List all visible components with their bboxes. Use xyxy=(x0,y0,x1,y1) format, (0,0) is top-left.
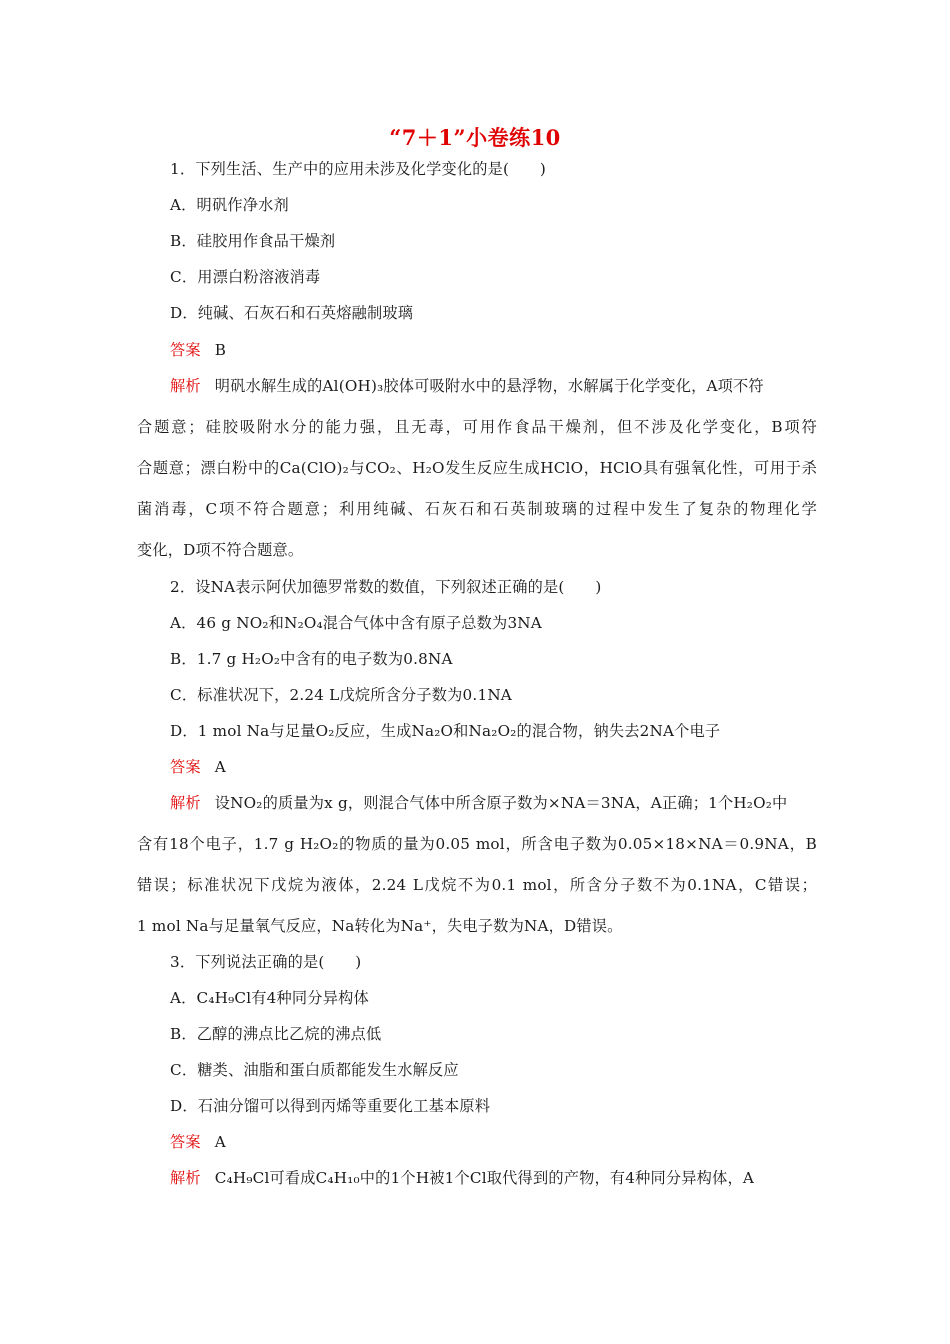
answer-label: 答案 xyxy=(170,1133,201,1151)
q1-analysis-line-2: 合题意；硅胶吸附水分的能力强，且无毒，可用作食品干燥剂，但不涉及化学变化，B项符 xyxy=(137,418,817,436)
q1-stem: 1．下列生活、生产中的应用未涉及化学变化的是( ) xyxy=(170,160,547,178)
q2-option-b: B．1.7 g H₂O₂中含有的电子数为0.8NA xyxy=(170,650,453,668)
q1-option-a: A．明矾作净水剂 xyxy=(170,196,289,214)
q3-option-d: D．石油分馏可以得到丙烯等重要化工基本原料 xyxy=(170,1097,491,1115)
q1-option-b: B．硅胶用作食品干燥剂 xyxy=(170,232,336,250)
answer-value: A xyxy=(214,1133,226,1151)
q3-answer xyxy=(170,1131,226,1152)
q2-answer xyxy=(170,756,226,777)
analysis-label: 解析 xyxy=(170,1169,201,1187)
q2-option-d: D．1 mol Na与足量O₂反应，生成Na₂O和Na₂O₂的混合物，钠失去2NA个电子 xyxy=(170,722,721,740)
analysis-label: 解析 xyxy=(170,377,201,395)
q1-option-d: D．纯碱、石灰石和石英熔融制玻璃 xyxy=(170,304,414,322)
q3-stem: 3．下列说法正确的是( ) xyxy=(170,953,362,971)
analysis-label: 解析 xyxy=(170,794,201,812)
q2-analysis-line-4: 1 mol Na与足量氧气反应，Na转化为Na⁺，失电子数为NA，D错误。 xyxy=(137,917,623,935)
q2-option-a: A．46 g NO₂和N₂O₄混合气体中含有原子总数为3NA xyxy=(170,614,542,632)
q2-option-c: C．标准状况下，2.24 L戊烷所含分子数为0.1NA xyxy=(170,686,512,704)
q3-analysis-line-1: 解析 C₄H₉Cl可看成C₄H₁₀中的1个H被1个Cl取代得到的产物，有4种同分异构体，A xyxy=(170,1169,755,1187)
q1-analysis-line-4: 菌消毒，C项不符合题意；利用纯碱、石灰石和石英制玻璃的过程中发生了复杂的物理化学 xyxy=(137,500,817,518)
q1-analysis-line-5: 变化，D项不符合题意。 xyxy=(137,541,304,559)
answer-value: B xyxy=(214,341,227,359)
q3-option-b: B．乙醇的沸点比乙烷的沸点低 xyxy=(170,1025,382,1043)
page-title: “7＋1”小卷练10 xyxy=(389,125,561,150)
answer-value: A xyxy=(214,758,226,776)
q2-stem: 2．设NA表示阿伏加德罗常数的数值，下列叙述正确的是( ) xyxy=(170,578,602,596)
q1-answer xyxy=(170,339,226,360)
answer-label: 答案 xyxy=(170,341,201,359)
q1-analysis-line-1: 解析 明矾水解生成的Al(OH)₃胶体可吸附水中的悬浮物，水解属于化学变化，A项不符 xyxy=(170,377,764,395)
q1-option-c: C．用漂白粉溶液消毒 xyxy=(170,268,321,286)
q2-analysis-line-3: 错误；标准状况下戊烷为液体，2.24 L戊烷不为0.1 mol，所含分子数不为0.1NA，C错误； xyxy=(137,876,817,894)
q1-analysis-line-3: 合题意；漂白粉中的Ca(ClO)₂与CO₂、H₂O发生反应生成HClO，HClO具有强氧化性，可用于杀 xyxy=(137,459,817,477)
q3-option-c: C．糖类、油脂和蛋白质都能发生水解反应 xyxy=(170,1061,459,1079)
q3-option-a: A．C₄H₉Cl有4种同分异构体 xyxy=(170,989,369,1007)
q2-analysis-line-2: 含有18个电子，1.7 g H₂O₂的物质的量为0.05 mol，所含电子数为0.05×18×NA＝0.9NA，B xyxy=(137,835,817,853)
answer-label: 答案 xyxy=(170,758,201,776)
q2-analysis-line-1: 解析 设NO₂的质量为x g，则混合气体中所含原子数为×NA＝3NA，A正确；1个H₂O₂中 xyxy=(170,794,788,812)
